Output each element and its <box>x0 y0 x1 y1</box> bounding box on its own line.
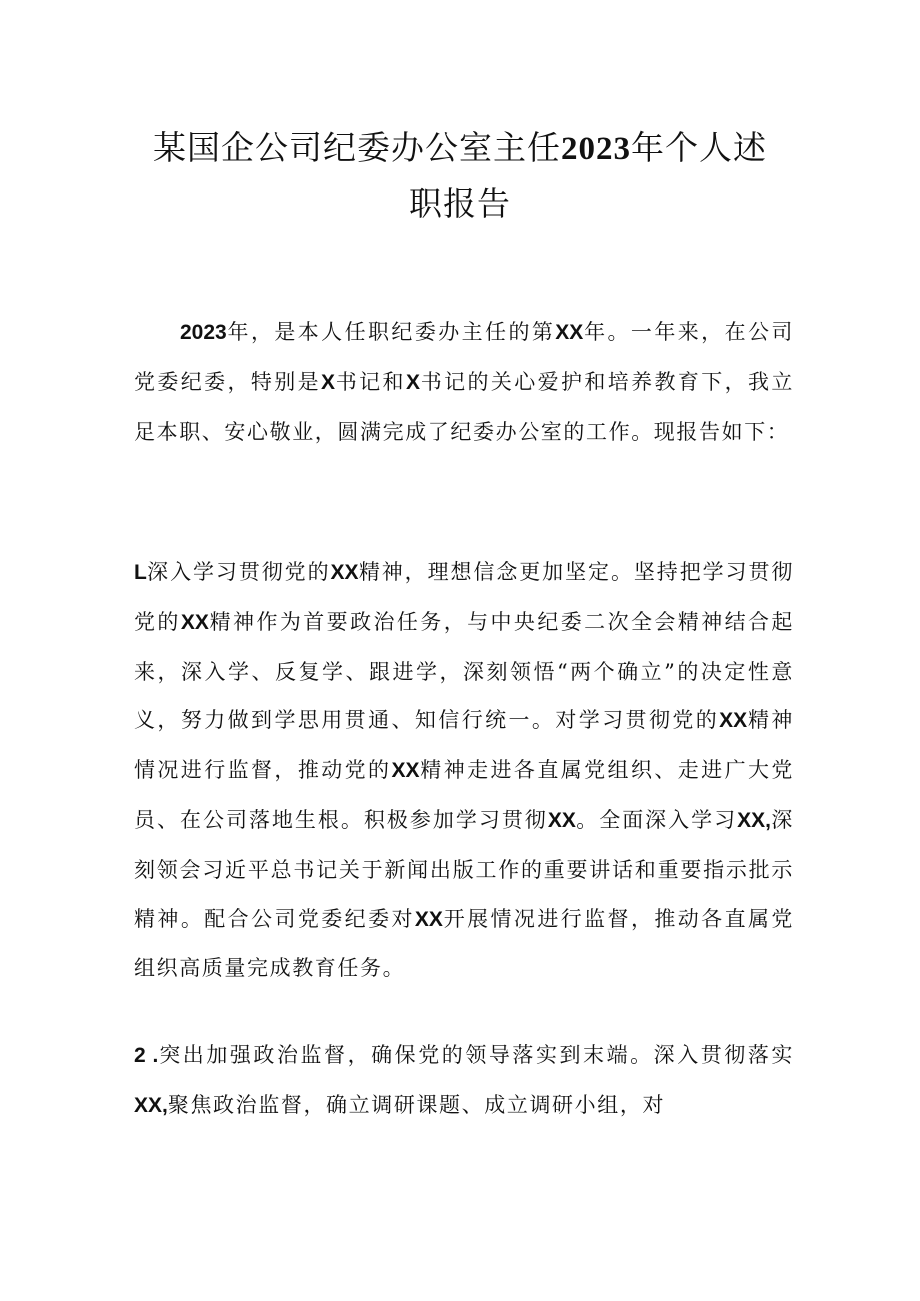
text-run: 年。一年来，在公司党委纪委，特别是 <box>134 320 794 394</box>
text-run: XX <box>719 709 748 733</box>
text-run: XX <box>555 321 584 344</box>
section-number: L <box>134 561 147 584</box>
text-run: 开展情况进行监督，推动各直属党组织高质量完成教育任务。 <box>134 906 795 981</box>
text-run: X <box>321 370 336 394</box>
text-run: 精神作为首要政治任务，与中央纪委二次全会精神结合起来，深入学、反复学、跟进学，深刻领悟“两个确立”的决定性意义，努力做到学思用贯通、知信行统一。对学习贯彻党的 <box>134 609 795 733</box>
text-run: 深刻领会习近平总书记关于新闻出版工作的重要讲话和重要指示批示精神。配合公司党委纪委对 <box>134 807 794 931</box>
document-title-line-1 <box>120 120 800 177</box>
text-run: 精神情况进行监督，推动党的 <box>134 708 795 783</box>
paragraph-section-1 <box>134 548 794 993</box>
text-run: XX <box>391 759 420 783</box>
paragraph-section-2 <box>134 1031 794 1131</box>
text-run: 2023 <box>180 321 227 344</box>
title-year: 2023 <box>561 131 631 167</box>
text-run: 精神，理想信念更加坚定。坚持把学习贯彻党的 <box>134 560 794 634</box>
text-run: 年，是本人任职纪委办主任的第 <box>226 320 556 344</box>
text-run: X <box>405 370 420 394</box>
text-run: 聚焦政治监督，确立调研课题、成立调研小组，对 <box>167 1092 666 1117</box>
text-run: XX <box>414 907 443 931</box>
text-run: 深入学习贯彻党的 <box>146 560 331 584</box>
title-text-post: 年个人述 <box>631 128 767 167</box>
text-run: 书记的关心爱护和培养教育下，我立足本职、安心敬业，圆满完成了纪委办公室的工作。现报告如下： <box>134 369 794 444</box>
paragraph-intro <box>134 308 794 456</box>
title-text-pre: 某国企公司纪委办公室主任 <box>153 128 561 167</box>
document-title-line-2: 职报告 <box>409 184 511 223</box>
text-run: XX <box>547 808 576 832</box>
text-run: 。全面深入学习 <box>575 807 738 832</box>
text-run: 精神走进各直属党组织、走进广大党员、在公司落地生根。积极参加学习贯彻 <box>134 758 794 832</box>
text-run: 突出加强政治监督，确保党的领导落实到末端。深入贯彻落实 <box>158 1043 794 1067</box>
text-run: XX <box>330 561 359 584</box>
text-run: XX, <box>737 808 771 832</box>
text-run: 书记和 <box>335 369 406 394</box>
text-run: XX, <box>134 1093 168 1117</box>
text-run: XX <box>180 610 209 634</box>
section-number: 2 . <box>134 1044 159 1067</box>
